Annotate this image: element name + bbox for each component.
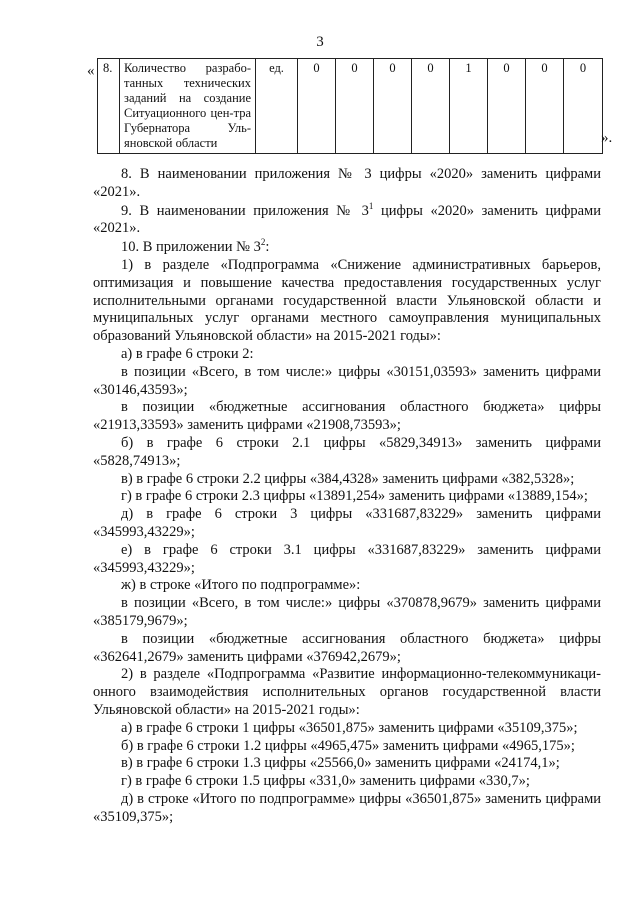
value-cell: 0 bbox=[412, 59, 450, 154]
value-cell: 1 bbox=[450, 59, 488, 154]
indicator-name: Количество разрабо-танных технических заданий на создание Ситуационного цен-тра Губернатора Уль-яновской области bbox=[120, 59, 256, 154]
paragraph: 2) в разделе «Подпрограмма «Развитие информационно-телекоммуникаци-онного взаимодействия исполнительных органов государственной власти Ульяновской области» на 2015-2021 годы»: bbox=[93, 666, 601, 718]
paragraph: в позиции «Всего, в том числе:» цифры «30151,03593» заменить цифрами «30146,43593»; bbox=[93, 363, 601, 398]
paragraph: в) в графе 6 строки 2.2 цифры «384,4328» заменить цифрами «382,5328»; bbox=[121, 470, 575, 487]
paragraph: г) в графе 6 строки 2.3 цифры «13891,254» заменить цифрами «13889,154»; bbox=[121, 488, 588, 505]
table-close-quote: ». bbox=[601, 130, 613, 146]
value-cell: 0 bbox=[374, 59, 412, 154]
paragraph: а) в графе 6 строки 1 цифры «36501,875» заменить цифрами «35109,375»; bbox=[121, 719, 578, 736]
value-cell: 0 bbox=[564, 59, 603, 154]
paragraph: е) в графе 6 строки 3.1 цифры «331687,83229» заменить цифрами «345993,43229»; bbox=[93, 541, 601, 576]
superscript: 2 bbox=[260, 237, 266, 248]
paragraph: 8. В наименовании приложения № 3 цифры «2020» заменить цифрами «2021». bbox=[93, 166, 601, 200]
paragraph: д) в графе 6 строки 3 цифры «331687,83229» заменить цифрами «345993,43229»; bbox=[93, 506, 601, 540]
value-cell: 0 bbox=[336, 59, 374, 154]
paragraph-text: цифры «2020» заменить цифрами «2021». bbox=[93, 202, 601, 237]
paragraph-text: 9. В наименовании приложения № 3 bbox=[121, 202, 369, 219]
value-cell: 0 bbox=[488, 59, 526, 154]
value-cell: 0 bbox=[526, 59, 564, 154]
indicator-table bbox=[97, 58, 603, 154]
paragraph: в позиции «бюджетные ассигнования областного бюджета» цифры «21913,33593» заменить цифрами «21908,73593»; bbox=[93, 399, 601, 434]
paragraph-text: 10. В приложении № 3 bbox=[121, 239, 261, 256]
paragraph bbox=[93, 239, 601, 257]
unit-cell: ед. bbox=[256, 59, 298, 154]
paragraph: в позиции «Всего, в том числе:» цифры «370878,9679» заменить цифрами «385179,9679»; bbox=[93, 595, 601, 629]
value-cell: 0 bbox=[298, 59, 336, 154]
paragraph: г) в графе 6 строки 1.5 цифры «331,0» заменить цифрами «330,7»; bbox=[121, 773, 530, 790]
row-number: 8. bbox=[98, 59, 120, 154]
paragraph: д) в строке «Итого по подпрограмме» цифры «36501,875» заменить цифрами «35109,375»; bbox=[93, 790, 601, 825]
paragraph: ж) в строке «Итого по подпрограмме»: bbox=[121, 577, 361, 594]
page-number: 3 bbox=[316, 34, 324, 50]
paragraph: б) в графе 6 строки 1.2 цифры «4965,475» заменить цифрами «4965,175»; bbox=[121, 737, 575, 754]
paragraph-text: : bbox=[265, 239, 270, 256]
document-body bbox=[93, 166, 601, 826]
table-row bbox=[98, 59, 603, 154]
table-open-quote: « bbox=[87, 63, 95, 79]
paragraph: а) в графе 6 строки 2: bbox=[121, 345, 254, 362]
paragraph: в) в графе 6 строки 1.3 цифры «25566,0» заменить цифрами «24174,1»; bbox=[121, 755, 560, 772]
paragraph: в позиции «бюджетные ассигнования областного бюджета» цифры «362641,2679» заменить цифрами «376942,2679»; bbox=[93, 630, 601, 665]
paragraph bbox=[93, 200, 601, 239]
paragraph: 1) в разделе «Подпрограмма «Снижение административных барьеров, оптимизация и повышение качества предоставления государственных услуг исполнительными органами государственной власти Ульяновской области и муниципальных услуг органами местного самоуправления муниципальных образований Ульяновской области» на 2015-2021 годы»: bbox=[93, 256, 601, 345]
paragraph: б) в графе 6 строки 2.1 цифры «5829,34913» заменить цифрами «5828,74913»; bbox=[93, 434, 601, 469]
superscript: 1 bbox=[368, 200, 374, 211]
